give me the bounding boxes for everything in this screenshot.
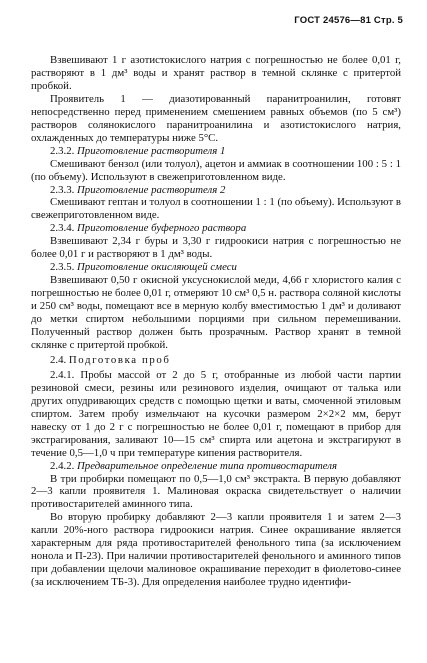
paragraph: Взвешивают 2,34 г буры и 3,30 г гидроокиси натрия с погрешностью не более 0,01 г и растворяют в 1 дм³ воды.	[31, 235, 401, 261]
section-title: Подготовка проб	[68, 353, 171, 366]
section-number: 2.3.4.	[50, 222, 75, 235]
section-heading	[31, 184, 401, 197]
section-number: 2.4.2.	[50, 459, 75, 472]
section-title: Приготовление растворителя 2	[77, 183, 226, 196]
paragraph: Взвешивают 0,50 г окисной уксуснокислой меди, 4,66 г хлористого калия с погрешностью не более 0,01 г, отмеряют 10 см³ 0,5 н. раствора соляной кислоты и 250 см³ воды, помещают все в мерную колбу вместимостью 1 дм³ и доливают до метки спиртом небольшими порциями при сильном перемешивании. Полученный раствор должен быть прозрачным. Раствор хранят в темной склянке с притертой пробкой.	[31, 274, 401, 351]
section-number: 2.3.5.	[50, 261, 75, 274]
section-number: 2.4.	[50, 353, 67, 366]
section-heading	[31, 222, 401, 235]
section-heading	[31, 460, 401, 473]
section-heading	[31, 354, 401, 367]
section-title: Предварительное определение типа противостарителя	[77, 459, 338, 472]
paragraph: Проявитель 1 — диазотированный паранитроанилин, готовят непосредственно перед применением смешением равных объемов (по 5 см³) растворов солянокислого паранитроанилина и азотистокислого натрия, охлажденных до температуры ниже 5°С.	[31, 92, 401, 144]
paragraph: Смешивают бензол (или толуол), ацетон и аммиак в соотношении 100 : 5 : 1 (по объему). Используют в свежеприготовленном виде.	[31, 157, 401, 183]
section-title: Приготовление растворителя 1	[77, 144, 226, 157]
section-title: Приготовление окисляющей смеси	[77, 261, 237, 274]
section-number: 2.3.2.	[50, 144, 75, 157]
page-header: ГОСТ 24576—81 Стр. 5	[294, 15, 403, 26]
document-body	[31, 54, 401, 589]
section-number: 2.3.3.	[50, 183, 75, 196]
section-title: Приготовление буферного раствора	[77, 222, 247, 235]
paragraph: Взвешивают 1 г азотистокислого натрия с погрешностью не более 0,01 г, растворяют в 1 дм³ воды и хранят раствор в темной склянке с притертой пробкой.	[31, 54, 401, 92]
paragraph: В три пробирки помещают по 0,5—1,0 см³ экстракта. В первую добавляют 2—3 капли проявителя 1. Малиновая окраска свидетельствует о наличии противостарителей аминного типа.	[31, 472, 401, 511]
paragraph: Во вторую пробирку добавляют 2—3 капли проявителя 1 и затем 2—3 капли 20%-ного раствора гидроокиси натрия. Синее окрашивание является характерным для ряда противостарителей фенольного типа (за исключением нонола и П-23). При наличии противостарителей фенольного и аминного типов при добавлении щелочи малиновое окрашивание переходит в фиолетово-синее (за исключением ТБ-3). Для определения наиболее трудно идентифи-	[31, 511, 401, 589]
paragraph: Смешивают гептан и толуол в соотношении 1 : 1 (по объему). Используют в свежеприготовленном виде.	[31, 196, 401, 222]
section-heading	[31, 145, 401, 158]
section-heading	[31, 261, 401, 274]
paragraph: 2.4.1. Пробы массой от 2 до 5 г, отобранные из любой части партии резиновой смеси, резины или резинового изделия, очищают от талька или других опудривающих средств с помощью щетки и ваты, смоченной этиловым спиртом. Затем пробу измельчают на кусочки размером 2×2×2 мм, берут навеску от 1 до 2 г с погрешностью не более 0,01 г, помещают в прибор для экстрагирования, заливают 10—15 см³ спирта или ацетона и экстрагируют в течение 0,5—1,0 ч при температуре кипения растворителя.	[31, 368, 401, 459]
